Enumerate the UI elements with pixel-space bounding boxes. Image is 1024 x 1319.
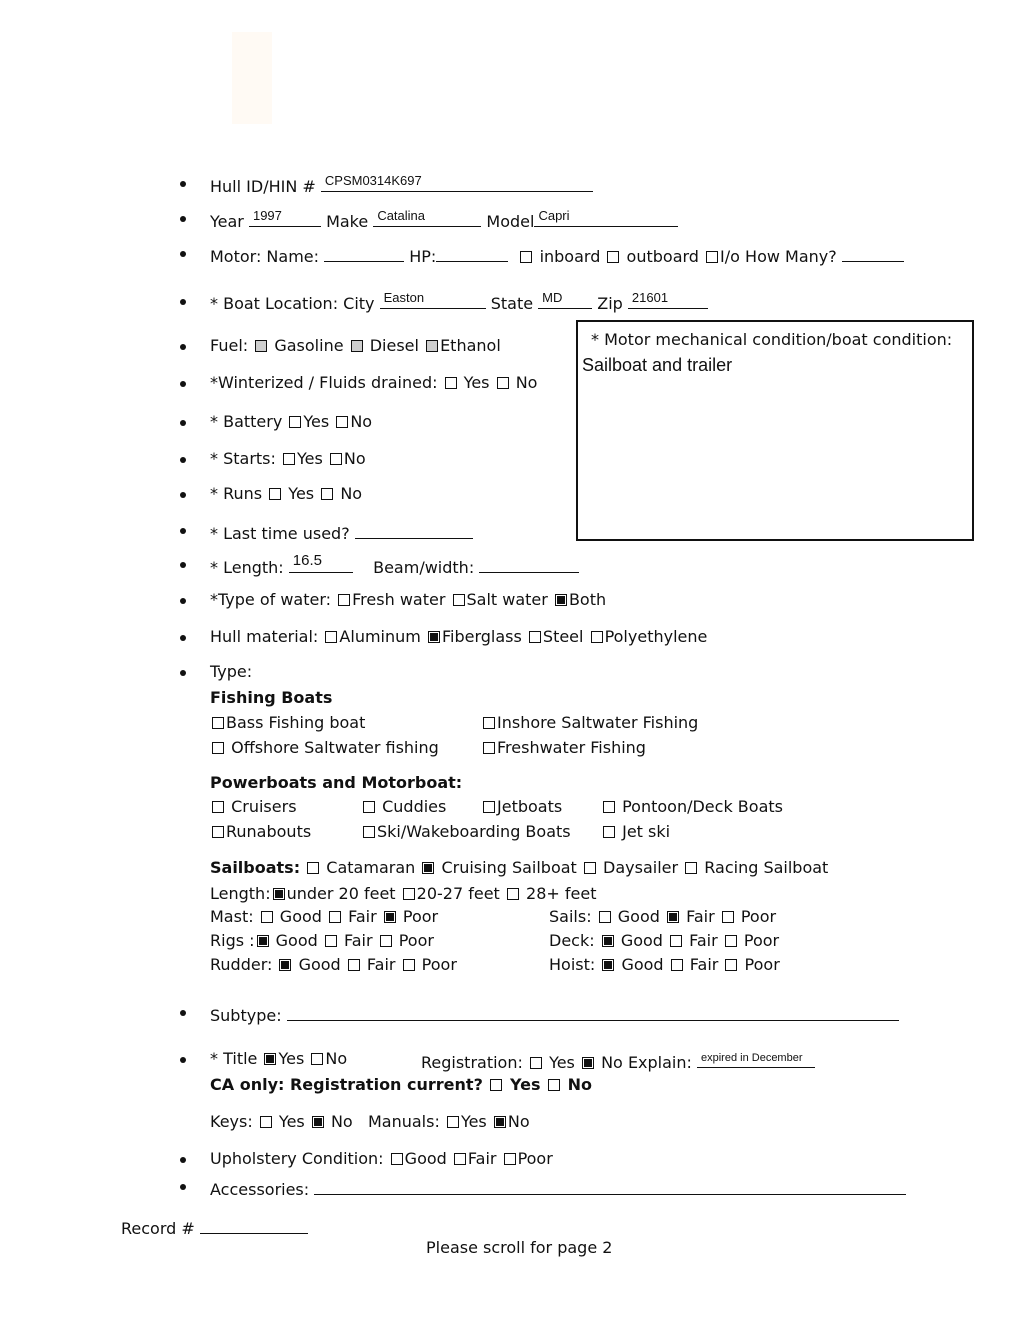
registration-no-checkbox[interactable]: [582, 1057, 594, 1069]
freshwater-label: Freshwater Fishing: [497, 738, 646, 757]
io-label: I/o How Many?: [720, 247, 837, 266]
hull-material-label: Hull material:: [210, 627, 319, 646]
fuel-row: [210, 336, 501, 355]
length-row: [210, 554, 579, 577]
sail-length-label: Length:: [210, 884, 271, 903]
ethanol-checkbox[interactable]: [426, 340, 438, 352]
hoist-row: [549, 955, 780, 974]
28plus-checkbox[interactable]: [507, 888, 519, 900]
hoist-label: Hoist:: [549, 955, 596, 974]
rudder-good-label: Good: [298, 955, 341, 974]
ca-no-checkbox[interactable]: [548, 1079, 560, 1091]
polyethylene-checkbox[interactable]: [591, 631, 603, 643]
registration-row: [421, 1049, 815, 1072]
model-value: Capri: [538, 208, 570, 223]
faded-logo: [232, 32, 272, 124]
hull-material-row: [210, 627, 707, 646]
runabouts-option: [210, 822, 311, 841]
hull-id-field[interactable]: [321, 173, 593, 192]
catamaran-label: Catamaran: [326, 858, 416, 877]
record-field[interactable]: [200, 1215, 308, 1234]
runs-no-label: No: [340, 484, 363, 503]
jetski-checkbox[interactable]: [603, 826, 615, 838]
offshore-label: Offshore Saltwater fishing: [231, 738, 439, 757]
explain-label: Explain:: [627, 1053, 692, 1072]
rigs-good-label: Good: [275, 931, 318, 950]
gasoline-checkbox[interactable]: [255, 340, 267, 352]
hull-id-value: CPSM0314K697: [324, 173, 422, 188]
bullet: [180, 1010, 186, 1016]
motor-name-label: Motor: Name:: [210, 247, 320, 266]
sailboats-row: [210, 858, 828, 877]
condition-label: * Motor mechanical condition/boat condition:: [591, 330, 953, 349]
ethanol-label: Ethanol: [440, 336, 501, 355]
jetski-label: Jet ski: [622, 822, 671, 841]
cruisers-option: [210, 797, 297, 816]
manuals-yes-label: Yes: [460, 1112, 487, 1131]
registration-label: Registration:: [421, 1053, 523, 1072]
daysailer-checkbox[interactable]: [584, 862, 596, 874]
runs-yes-checkbox[interactable]: [269, 488, 281, 500]
starts-row: [210, 449, 366, 468]
fiberglass-checkbox[interactable]: [428, 631, 440, 643]
hoist-poor-label: Poor: [744, 955, 780, 974]
rigs-row: [210, 931, 434, 950]
title-label: * Title: [210, 1049, 258, 1068]
bullet: [180, 344, 186, 350]
rigs-poor-checkbox[interactable]: [380, 935, 392, 947]
bullet: [180, 1057, 186, 1063]
sails-fair-checkbox[interactable]: [667, 911, 679, 923]
runs-row: [210, 484, 362, 503]
rudder-row: [210, 955, 457, 974]
fresh-water-checkbox[interactable]: [338, 594, 350, 606]
sails-label: Sails:: [549, 907, 592, 926]
under20-checkbox[interactable]: [273, 888, 285, 900]
manuals-yes-checkbox[interactable]: [447, 1116, 459, 1128]
bullet: [180, 181, 186, 187]
starts-no-checkbox[interactable]: [330, 453, 342, 465]
pontoon-label: Pontoon/Deck Boats: [622, 797, 783, 816]
jetboats-checkbox[interactable]: [483, 801, 495, 813]
explain-field[interactable]: [697, 1049, 815, 1068]
ca-label: CA only: Registration current?: [210, 1075, 483, 1094]
keys-no-label: No: [330, 1112, 353, 1131]
keys-yes-checkbox[interactable]: [260, 1116, 272, 1128]
hoist-poor-checkbox[interactable]: [725, 959, 737, 971]
upholstery-row: [210, 1149, 553, 1168]
upholstery-fair-checkbox[interactable]: [454, 1153, 466, 1165]
hull-id-row: [210, 173, 593, 196]
battery-no-checkbox[interactable]: [336, 416, 348, 428]
both-water-checkbox[interactable]: [555, 594, 567, 606]
rudder-label: Rudder:: [210, 955, 273, 974]
offshore-checkbox[interactable]: [212, 742, 224, 754]
location-row: [210, 290, 708, 313]
ski-option: [361, 822, 571, 841]
power-heading: Powerboats and Motorboat:: [210, 773, 463, 792]
footer-note: Please scroll for page 2: [426, 1238, 613, 1257]
io-checkbox[interactable]: [706, 251, 718, 263]
year-value: 1997: [252, 208, 282, 223]
subtype-field[interactable]: [287, 1002, 899, 1021]
subtype-label: Subtype:: [210, 1006, 282, 1025]
title-yes-checkbox[interactable]: [264, 1053, 276, 1065]
manuals-no-checkbox[interactable]: [494, 1116, 506, 1128]
sail-length-row: [210, 884, 596, 903]
28plus-label: 28+ feet: [526, 884, 597, 903]
rudder-poor-checkbox[interactable]: [403, 959, 415, 971]
registration-yes-label: Yes: [549, 1053, 575, 1072]
zip-label: Zip: [597, 294, 623, 313]
catamaran-checkbox[interactable]: [307, 862, 319, 874]
zip-field[interactable]: [628, 290, 708, 309]
deck-poor-label: Poor: [743, 931, 780, 950]
water-label: *Type of water:: [210, 590, 332, 609]
mast-fair-checkbox[interactable]: [329, 911, 341, 923]
fresh-water-label: Fresh water: [352, 590, 446, 609]
winterized-label: *Winterized / Fluids drained:: [210, 373, 438, 392]
20to27-label: 20-27 feet: [416, 884, 500, 903]
model-label: Model: [486, 212, 535, 231]
title-no-label: No: [325, 1049, 348, 1068]
rigs-label: Rigs :: [210, 931, 255, 950]
rudder-fair-label: Fair: [366, 955, 396, 974]
freshwater-checkbox[interactable]: [483, 742, 495, 754]
bullet: [180, 528, 186, 534]
diesel-label: Diesel: [369, 336, 419, 355]
starts-yes-label: Yes: [297, 449, 323, 468]
hoist-fair-label: Fair: [689, 955, 719, 974]
make-value: Catalina: [377, 208, 426, 223]
bullet: [180, 1184, 186, 1190]
bullet: [180, 562, 186, 568]
upholstery-label: Upholstery Condition:: [210, 1149, 384, 1168]
manuals-no-label: No: [507, 1112, 530, 1131]
bullet: [180, 1157, 186, 1163]
runabouts-label: Runabouts: [226, 822, 312, 841]
bullet: [180, 251, 186, 257]
last-used-field[interactable]: [355, 520, 473, 539]
inshore-checkbox[interactable]: [483, 717, 495, 729]
deck-fair-checkbox[interactable]: [670, 935, 682, 947]
ca-row: [210, 1075, 592, 1094]
inshore-label: Inshore Saltwater Fishing: [497, 713, 699, 732]
condition-value: Sailboat and trailer: [582, 355, 733, 375]
daysailer-label: Daysailer: [603, 858, 679, 877]
cuddies-checkbox[interactable]: [363, 801, 375, 813]
sails-row: [549, 907, 776, 926]
deck-good-label: Good: [620, 931, 663, 950]
winterized-no-checkbox[interactable]: [497, 377, 509, 389]
deck-fair-label: Fair: [689, 931, 718, 950]
winterized-yes-label: Yes: [463, 373, 490, 392]
mast-row: [210, 907, 438, 926]
registration-yes-checkbox[interactable]: [530, 1057, 542, 1069]
hoist-good-checkbox[interactable]: [602, 959, 614, 971]
bullet: [180, 299, 186, 305]
state-label: State: [490, 294, 534, 313]
battery-row: [210, 412, 372, 431]
make-label: Make: [326, 212, 369, 231]
ca-no-label: No: [567, 1075, 593, 1094]
how-many-field[interactable]: [842, 243, 904, 262]
upholstery-fair-label: Fair: [467, 1149, 497, 1168]
rudder-good-checkbox[interactable]: [279, 959, 291, 971]
winterized-no-label: No: [515, 373, 538, 392]
mast-poor-checkbox[interactable]: [384, 911, 396, 923]
cruising-checkbox[interactable]: [422, 862, 434, 874]
title-row: [210, 1049, 347, 1068]
subtype-row: [210, 1002, 899, 1025]
sails-good-checkbox[interactable]: [599, 911, 611, 923]
fiberglass-label: Fiberglass: [441, 627, 522, 646]
salt-water-label: Salt water: [466, 590, 548, 609]
bass-checkbox[interactable]: [212, 717, 224, 729]
beam-label: Beam/width:: [373, 558, 475, 577]
deck-poor-checkbox[interactable]: [725, 935, 737, 947]
mast-good-label: Good: [279, 907, 322, 926]
inshore-option: [481, 713, 698, 732]
runs-no-checkbox[interactable]: [321, 488, 333, 500]
bullet: [180, 598, 186, 604]
record-label: Record #: [121, 1219, 195, 1238]
bullet: [180, 420, 186, 426]
beam-field[interactable]: [479, 554, 579, 573]
bullet: [180, 492, 186, 498]
year-label: Year: [210, 212, 244, 231]
upholstery-poor-checkbox[interactable]: [504, 1153, 516, 1165]
city-label: * Boat Location: City: [210, 294, 375, 313]
racing-checkbox[interactable]: [685, 862, 697, 874]
deck-row: [549, 931, 779, 950]
deck-label: Deck:: [549, 931, 595, 950]
jetboats-label: Jetboats: [497, 797, 563, 816]
20to27-checkbox[interactable]: [403, 888, 415, 900]
starts-yes-checkbox[interactable]: [283, 453, 295, 465]
city-field[interactable]: [380, 290, 486, 309]
ski-label: Ski/Wakeboarding Boats: [377, 822, 571, 841]
explain-value: expired in December: [701, 1052, 803, 1064]
battery-yes-label: Yes: [303, 412, 330, 431]
cuddies-label: Cuddies: [382, 797, 447, 816]
pontoon-checkbox[interactable]: [603, 801, 615, 813]
title-no-checkbox[interactable]: [311, 1053, 323, 1065]
starts-no-label: No: [343, 449, 366, 468]
under20-label: under 20 feet: [286, 884, 396, 903]
rigs-fair-label: Fair: [343, 931, 373, 950]
steel-checkbox[interactable]: [529, 631, 541, 643]
starts-label: * Starts:: [210, 449, 276, 468]
aluminum-checkbox[interactable]: [325, 631, 337, 643]
hp-label: HP:: [409, 247, 437, 266]
mast-label: Mast:: [210, 907, 254, 926]
hoist-fair-checkbox[interactable]: [671, 959, 683, 971]
aluminum-label: Aluminum: [339, 627, 421, 646]
cruising-label: Cruising Sailboat: [441, 858, 577, 877]
sail-heading: Sailboats:: [210, 858, 301, 877]
runabouts-checkbox[interactable]: [212, 826, 224, 838]
keys-label: Keys:: [210, 1112, 253, 1131]
rigs-good-checkbox[interactable]: [257, 935, 269, 947]
inboard-label: inboard: [539, 247, 601, 266]
state-field[interactable]: [538, 290, 592, 309]
outboard-checkbox[interactable]: [607, 251, 619, 263]
ca-yes-label: Yes: [510, 1075, 541, 1094]
year-make-model-row: [210, 208, 678, 231]
battery-yes-checkbox[interactable]: [289, 416, 301, 428]
bass-option: [210, 713, 365, 732]
rigs-fair-checkbox[interactable]: [325, 935, 337, 947]
diesel-checkbox[interactable]: [351, 340, 363, 352]
salt-water-checkbox[interactable]: [453, 594, 465, 606]
title-yes-label: Yes: [278, 1049, 305, 1068]
registration-no-label: No: [601, 1053, 623, 1072]
racing-label: Racing Sailboat: [704, 858, 829, 877]
battery-label: * Battery: [210, 412, 283, 431]
accessories-label: Accessories:: [210, 1180, 310, 1199]
ski-checkbox[interactable]: [363, 826, 375, 838]
ca-yes-checkbox[interactable]: [490, 1079, 502, 1091]
upholstery-good-checkbox[interactable]: [391, 1153, 403, 1165]
upholstery-poor-label: Poor: [517, 1149, 553, 1168]
runs-yes-label: Yes: [288, 484, 315, 503]
length-label: * Length:: [210, 558, 284, 577]
condition-box[interactable]: [576, 320, 974, 541]
length-field[interactable]: [289, 554, 353, 573]
cruisers-checkbox[interactable]: [212, 801, 224, 813]
deck-good-checkbox[interactable]: [602, 935, 614, 947]
type-label: Type:: [210, 662, 253, 681]
keys-row: [210, 1112, 530, 1131]
year-field[interactable]: [249, 208, 321, 227]
both-water-label: Both: [568, 590, 607, 609]
motor-row: [210, 243, 904, 266]
make-field[interactable]: [373, 208, 481, 227]
accessories-row: [210, 1176, 906, 1199]
manuals-label: Manuals:: [367, 1112, 440, 1131]
bullet: [180, 457, 186, 463]
water-row: [210, 590, 606, 609]
battery-no-label: No: [350, 412, 373, 431]
runs-label: * Runs: [210, 484, 263, 503]
rigs-poor-label: Poor: [398, 931, 434, 950]
state-value: MD: [542, 290, 563, 305]
last-used-row: [210, 520, 473, 543]
gasoline-label: Gasoline: [274, 336, 344, 355]
rudder-fair-checkbox[interactable]: [348, 959, 360, 971]
sails-poor-checkbox[interactable]: [722, 911, 734, 923]
upholstery-good-label: Good: [404, 1149, 447, 1168]
hoist-good-label: Good: [621, 955, 664, 974]
rudder-poor-label: Poor: [421, 955, 457, 974]
sails-good-label: Good: [617, 907, 660, 926]
pontoon-option: [601, 797, 783, 816]
bullet: [180, 635, 186, 641]
cruisers-label: Cruisers: [231, 797, 297, 816]
keys-yes-label: Yes: [278, 1112, 305, 1131]
winterized-row: [210, 373, 537, 392]
bullet: [180, 216, 186, 222]
record-row: [121, 1215, 308, 1238]
keys-no-checkbox[interactable]: [312, 1116, 324, 1128]
steel-label: Steel: [542, 627, 584, 646]
bullet: [180, 381, 186, 387]
mast-fair-label: Fair: [348, 907, 377, 926]
bullet: [180, 670, 186, 676]
motor-name-field[interactable]: [324, 243, 404, 262]
cuddies-option: [361, 797, 446, 816]
city-value: Easton: [383, 290, 425, 305]
inboard-checkbox[interactable]: [520, 251, 532, 263]
freshwater-option: [481, 738, 646, 757]
mast-poor-label: Poor: [402, 907, 439, 926]
fuel-label: Fuel:: [210, 336, 249, 355]
zip-value: 21601: [631, 290, 669, 305]
polyethylene-label: Polyethylene: [604, 627, 708, 646]
sails-fair-label: Fair: [686, 907, 715, 926]
jetboats-option: [481, 797, 562, 816]
jetski-option: [601, 822, 670, 841]
last-used-label: * Last time used?: [210, 524, 350, 543]
accessories-field[interactable]: [314, 1176, 906, 1195]
fishing-heading: Fishing Boats: [210, 688, 333, 707]
offshore-option: [210, 738, 439, 757]
length-value: 16.5: [292, 552, 322, 569]
winterized-yes-checkbox[interactable]: [445, 377, 457, 389]
mast-good-checkbox[interactable]: [261, 911, 273, 923]
hp-field[interactable]: [436, 243, 508, 262]
bass-label: Bass Fishing boat: [226, 713, 366, 732]
model-field[interactable]: [534, 208, 678, 227]
hull-id-label: Hull ID/HIN #: [210, 177, 316, 196]
sails-poor-label: Poor: [740, 907, 777, 926]
outboard-label: outboard: [626, 247, 699, 266]
